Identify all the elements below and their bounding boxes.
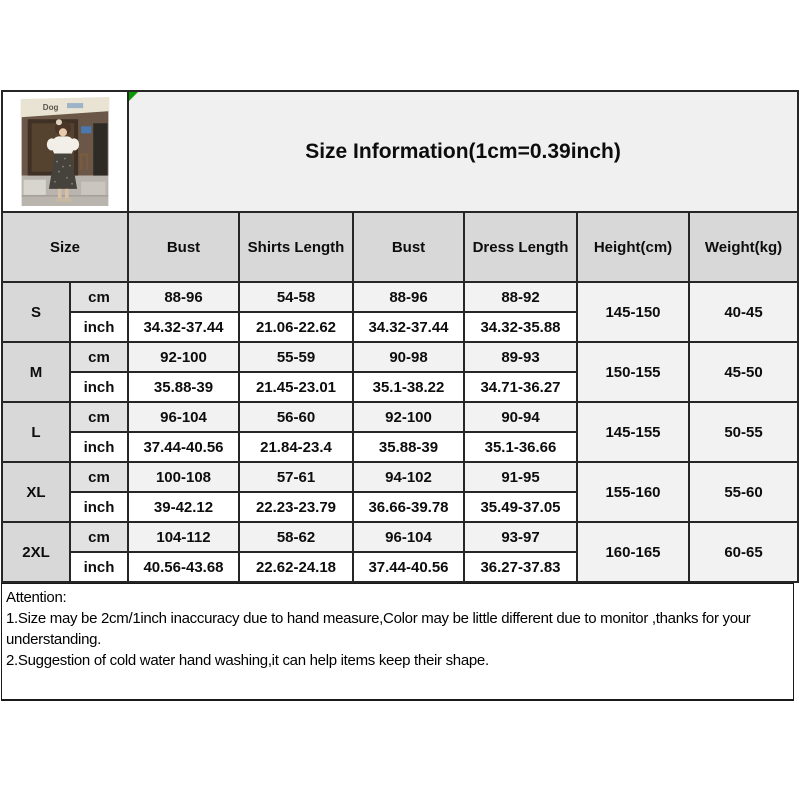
measurement-cell: 100-108 [128,462,239,492]
unit-label-inch: inch [70,552,128,582]
attention-heading: Attention: [6,589,67,606]
attention-note-1: 1.Size may be 2cm/1inch inaccuracy due to hand measure,Color may be little different due to monitor ,thanks for your understanding. [6,610,751,648]
header-row [2,212,798,282]
measurement-cell: 96-104 [128,402,239,432]
attention-notes [1,583,794,701]
measurement-cell: 21.84-23.4 [239,432,353,462]
measurement-cell: 22.23-23.79 [239,492,353,522]
height-cell: 150-155 [577,342,689,402]
header-weight: Weight(kg) [689,212,798,282]
product-photo-illustration [17,95,113,208]
measurement-cell: 37.44-40.56 [353,552,464,582]
unit-label-cm: cm [70,522,128,552]
table-row-l-cm [2,402,798,432]
size-label: M [2,342,70,402]
size-label: S [2,282,70,342]
table-row-s-cm [2,282,798,312]
measurement-cell: 92-100 [128,342,239,372]
product-photo [3,92,127,211]
header-size: Size [2,212,128,282]
measurement-cell: 90-94 [464,402,577,432]
height-cell: 145-150 [577,282,689,342]
unit-label-inch: inch [70,432,128,462]
unit-label-inch: inch [70,372,128,402]
measurement-cell: 34.32-37.44 [128,312,239,342]
header-dress-length: Dress Length [464,212,577,282]
measurement-cell: 54-58 [239,282,353,312]
measurement-cell: 34.71-36.27 [464,372,577,402]
size-label: XL [2,462,70,522]
title-row [2,91,798,212]
measurement-cell: 56-60 [239,402,353,432]
measurement-cell: 104-112 [128,522,239,552]
header-shirts-length: Shirts Length [239,212,353,282]
measurement-cell: 35.88-39 [128,372,239,402]
measurement-cell: 21.45-23.01 [239,372,353,402]
height-cell: 160-165 [577,522,689,582]
measurement-cell: 93-97 [464,522,577,552]
title-cell [128,91,798,212]
measurement-cell: 88-96 [128,282,239,312]
measurement-cell: 58-62 [239,522,353,552]
measurement-cell: 36.27-37.83 [464,552,577,582]
measurement-cell: 40.56-43.68 [128,552,239,582]
size-label: 2XL [2,522,70,582]
unit-label-cm: cm [70,282,128,312]
unit-label-cm: cm [70,462,128,492]
size-chart-sheet [1,90,796,583]
measurement-cell: 34.32-35.88 [464,312,577,342]
weight-cell: 40-45 [689,282,798,342]
measurement-cell: 34.32-37.44 [353,312,464,342]
measurement-cell: 35.49-37.05 [464,492,577,522]
measurement-cell: 91-95 [464,462,577,492]
measurement-cell: 57-61 [239,462,353,492]
attention-note-2: 2.Suggestion of cold water hand washing,it can help items keep their shape. [6,652,489,669]
header-bust-dress: Bust [353,212,464,282]
weight-cell: 50-55 [689,402,798,462]
unit-label-inch: inch [70,312,128,342]
measurement-cell: 92-100 [353,402,464,432]
table-row-2xl-cm [2,522,798,552]
measurement-cell: 35.1-38.22 [353,372,464,402]
measurement-cell: 35.88-39 [353,432,464,462]
unit-label-cm: cm [70,402,128,432]
measurement-cell: 35.1-36.66 [464,432,577,462]
height-cell: 155-160 [577,462,689,522]
size-table [1,90,799,583]
size-label: L [2,402,70,462]
header-bust-shirt: Bust [128,212,239,282]
measurement-cell: 22.62-24.18 [239,552,353,582]
page-title: Size Information(1cm=0.39inch) [305,139,621,163]
measurement-cell: 88-96 [353,282,464,312]
measurement-cell: 21.06-22.62 [239,312,353,342]
table-row-m-cm [2,342,798,372]
weight-cell: 55-60 [689,462,798,522]
weight-cell: 60-65 [689,522,798,582]
table-row-xl-cm [2,462,798,492]
measurement-cell: 90-98 [353,342,464,372]
measurement-cell: 96-104 [353,522,464,552]
weight-cell: 45-50 [689,342,798,402]
height-cell: 145-155 [577,402,689,462]
measurement-cell: 88-92 [464,282,577,312]
header-height: Height(cm) [577,212,689,282]
measurement-cell: 37.44-40.56 [128,432,239,462]
measurement-cell: 39-42.12 [128,492,239,522]
measurement-cell: 89-93 [464,342,577,372]
unit-label-cm: cm [70,342,128,372]
measurement-cell: 55-59 [239,342,353,372]
measurement-cell: 36.66-39.78 [353,492,464,522]
awning-sign-text: Dog [42,103,59,113]
product-photo-cell [2,91,128,212]
measurement-cell: 94-102 [353,462,464,492]
cell-corner-marker-icon [129,92,138,101]
unit-label-inch: inch [70,492,128,522]
